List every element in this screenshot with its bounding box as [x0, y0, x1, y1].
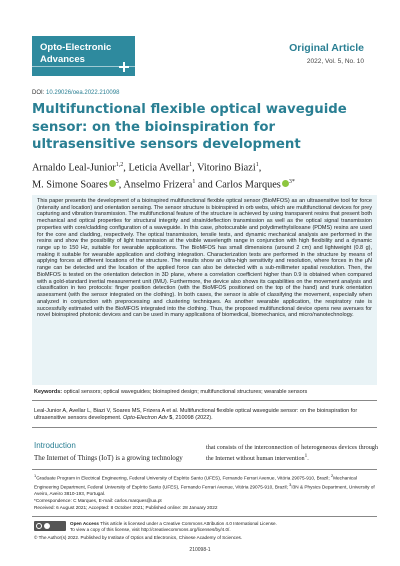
license-link[interactable]: To view a copy of this license, visit http://creativecommons.org/licenses/by/4.0/. — [70, 527, 231, 532]
plus-icon — [119, 62, 129, 72]
author-affil-sup: 3 — [115, 179, 119, 186]
received-dates: Received: 6 August 2021; Accepted: 8 October 2021; Published online: 28 January 2022 — [34, 504, 218, 510]
divider — [32, 427, 377, 428]
open-access-label: Open Access — [70, 521, 99, 526]
affiliation-1: Graduate Program in Electrical Engineering, Federal University of Espírito Santo (UFES), Fernando Ferrari Avenue, Vitória 29075-910, Brazil; — [36, 475, 330, 481]
author-affil-sup: 1,2 — [115, 162, 124, 168]
author-affil-sup: 3* — [288, 179, 295, 186]
orcid-icon[interactable] — [109, 180, 116, 187]
author-name[interactable]: Anselmo Frizera — [123, 179, 193, 191]
intro-right-body: that consists of the interconnection of heterogeneous devices through the Internet without human intervention — [206, 444, 378, 463]
citation-block — [34, 408, 377, 422]
intro-text-right: that consists of the interconnection of heterogeneous devices through the Internet without human intervention$^1$. — [206, 444, 378, 463]
correspondence: *Correspondence: C Marques, E-mail: carlos.marques@ua.pt — [34, 497, 162, 503]
keywords-line — [34, 389, 379, 395]
author-name[interactable]: Arnaldo Leal-Junior — [32, 162, 116, 174]
author-affil-sup: 1 — [189, 162, 193, 168]
affiliation-3: I3N & Physics Department, University of Aveiro, Aveiro 3810-193, Portugal. — [34, 484, 375, 497]
doi-label: DOI: — [32, 90, 45, 96]
citation-prefix: Leal-Junior A, Avellar L, Biazi V, Soares MS, Frizera A et al. Multifunctional flexible optical waveguide sensor: on the bioinspiration for ultrasensitive sensors development. — [34, 408, 358, 421]
author-list — [32, 158, 377, 193]
author-name[interactable]: M. Simone Soares — [32, 179, 108, 191]
author-separator: , — [192, 162, 198, 174]
journal-name-line2: Advances — [40, 54, 85, 65]
divider — [32, 516, 377, 517]
orcid-icon[interactable] — [282, 180, 289, 187]
author-separator: , — [118, 179, 124, 191]
citation-suffix: , 210098 (2022). — [172, 415, 213, 421]
doi-line — [32, 90, 119, 96]
license-text — [70, 521, 370, 533]
section-heading-introduction: Introduction — [34, 441, 76, 450]
affiliation-text: $^1$Graduate Program in Electrical Engineering, Federal University of Espírito Santo (UFES), Fernando Ferrari Avenue, Vitória 29075-910, Brazil; $^2$Mechanical Engineering Department, Federal University of Espírito Santo (UFES), Fernando Ferrari Avenue, Vitória 29075-910, Brazil; $^3$I3N & Physics Department, University of Aveiro, Aveiro 3810-193, Portugal. — [34, 473, 375, 497]
doi-link[interactable]: 10.29026/oea.2022.210098 — [46, 90, 120, 96]
keywords-text: optical sensors; optical waveguides; bioinspired design; multifunctional structures; wearable sensors — [63, 389, 308, 395]
citation-journal: Opto-Electron Adv — [122, 415, 168, 421]
author-name[interactable]: Vitorino Biazi — [197, 162, 256, 174]
citation-volume: 5 — [169, 415, 173, 421]
article-type-label: Original Article — [289, 42, 364, 54]
volume-info: 2022, Vol. 5, No. 10 — [306, 58, 364, 65]
author-affil-sup: 1 — [255, 162, 259, 168]
affiliations-block — [34, 473, 378, 511]
journal-name-line1: Opto-Electronic — [40, 42, 112, 53]
abstract-text: This paper presents the development of a bioinspired multifunctional flexible optical sensor (BioMFOS) as an ultrasensitive tool for force (intensity and location) and orientation sensing. The sensor structure is bioinspired in orb webs, which are multifunctional devices for prey capturing and vibration transmission. The multifunctional feature of the structure is achieved by using transparent resins that present both mechanical and optical properties for structural integrity and strain/deflection transmission as well as the optical signal transmission properties with core/cladding configuration of a waveguide. In this case, photocurable and polydimethylsiloxane (PDMS) resins are used for the core and cladding, respectively. The optical transmission, tensile tests, and dynamic mechanical analysis are performed in the resins and show the possibility of light transmission at the visible wavelength range in conjunction with high flexibility and a dynamic range up to 150 Hz, suitable for wearable applications. The BioMFOS has small dimensions (around 2 cm) and lightweight (0.8 g), making it suitable for wearable application and clothing integration. Characterization tests are performed in the structure by means of applying forces at different locations of the structure. The results show an ultra-high sensitivity and resolution, where forces in the μN range can be detected and the location of the applied force can also be detected with a sub-millimeter spatial resolution. Then, the BioMFOS is tested on the orientation detection in 3D plane, where a correlation coefficient higher than 0.9 is obtained when compared with a gold-standard inertial measurement unit (IMU). Furthermore, the device also shows its capabilities on the movement analysis and classification in two protocols: finger position detection (with the BioMFOS positioned on the top of the hand) and trunk orientation assessment (with the sensor integrated on the clothing). In both cases, the sensor is able of classifying the movement, especially when analyzed in conjunction with preprocessing and clustering techniques. As another wearable application, the respiratory rate is successfully estimated with the BioMFOS integrated into the clothing. Thus, the proposed multifunctional device opens new avenues for novel bioinspired photonic devices and can be used in many applications of biomedical, biomechanics, and micro/nanotechnology. — [37, 198, 372, 319]
author-name[interactable]: Leticia Avellar — [128, 162, 190, 174]
reference-sup[interactable]: 1 — [304, 453, 308, 459]
cc-by-license-icon[interactable] — [34, 521, 66, 531]
article-title: Multifunctional flexible optical waveguide sensor: on the bioinspiration for ultrasensitive sensors development — [32, 102, 347, 152]
author-affil-sup: 1 — [192, 179, 196, 186]
affiliation-2: Mechanical Engineering Department, Federal University of Espírito Santo (UFES), Fernando Ferrari Avenue, Vitória 29075-910, Brazil; — [34, 475, 357, 490]
keywords-label: Keywords: — [34, 389, 63, 395]
copyright-line: © The Author(s) 2022. Published by Institute of Optics and Electronics, Chinese Academy of Sciences. — [34, 535, 243, 540]
abstract-box — [32, 195, 377, 385]
page-number: 210098-1 — [189, 547, 211, 553]
author-separator: , — [123, 162, 129, 174]
intro-text-left: The Internet of Things (IoT) is a growing technology — [34, 454, 183, 462]
cc-icon — [36, 523, 42, 529]
divider — [32, 469, 377, 470]
author-separator: and — [195, 179, 216, 191]
journal-logo-badge — [32, 36, 135, 76]
divider — [32, 400, 377, 401]
author-separator: , — [258, 162, 262, 174]
by-icon — [44, 523, 50, 529]
license-description: This article is licensed under a Creative Commons Attribution 4.0 International License. — [100, 521, 277, 526]
author-name[interactable]: Carlos Marques — [215, 179, 281, 191]
